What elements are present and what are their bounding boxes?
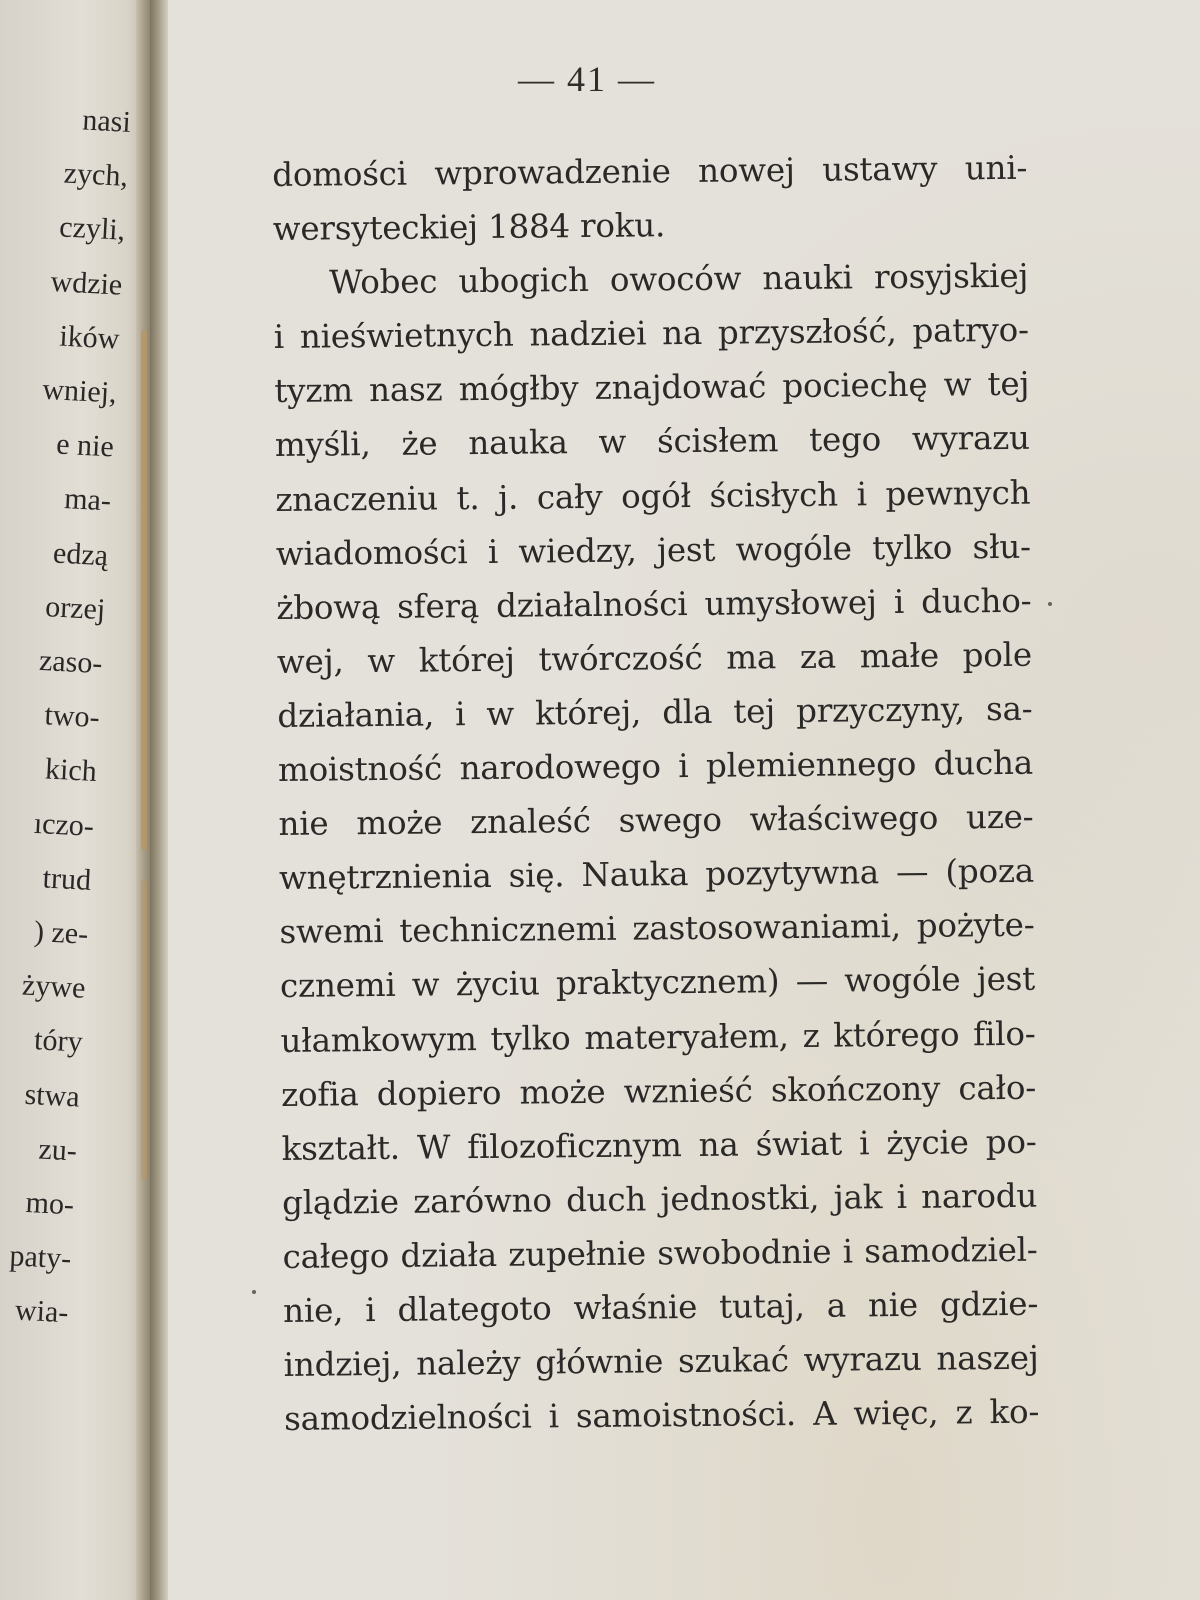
text-line: nie, i dlategoto właśnie tutaj, a nie gdzie-: [282, 1284, 1039, 1330]
left-line: nasi: [81, 103, 132, 139]
left-line: stwa: [23, 1077, 81, 1114]
left-line: zu-: [37, 1132, 78, 1168]
page-number: — 41 —: [518, 59, 656, 99]
left-line: wniej,: [41, 372, 118, 410]
text-line: cznemi w życiu praktycznem) — wogóle jest: [279, 960, 1036, 1006]
left-line: e nie: [55, 427, 115, 464]
text-line: znaczeniu t. j. cały ogół ścisłych i pewnych: [275, 473, 1031, 519]
paper-speck: [252, 1290, 256, 1294]
text-line: wnętrznienia się. Nauka pozytywna — (poza: [278, 851, 1035, 898]
text-line: Wobec ubogich owoców nauki rosyjskiej: [329, 256, 1029, 302]
text-line: domości wprowadzenie nowej ustawy uni-: [272, 148, 1028, 194]
text-line: myśli, że nauka w ścisłem tego wyrazu: [274, 419, 1031, 465]
text-line: tyzm nasz mógłby znajdować pociechę w tej: [274, 365, 1030, 411]
page-stain: [141, 330, 147, 850]
text-line: samodzielności i samoistności. A więc, z ko-: [284, 1392, 1040, 1439]
left-line: tóry: [33, 1023, 84, 1060]
text-line: żbową sferą działalności umysłowej i ducho-: [276, 581, 1032, 627]
left-line: zaso-: [38, 643, 104, 681]
text-line: wersyteckiej 1884 roku.: [272, 206, 666, 249]
text-line: wiadomości i wiedzy, jest wogóle tylko słu-: [275, 527, 1032, 573]
text-line: ułamkowym tylko materyałem, z którego filo-: [280, 1014, 1036, 1060]
left-line: twо-: [43, 698, 101, 735]
text-line: nie może znaleść swego właściwego uze-: [278, 797, 1034, 844]
text-line: całego działa zupełnie swobodnie i samodziel-: [282, 1230, 1038, 1276]
left-line: ) ze-: [33, 915, 89, 951]
left-page: [0, 0, 150, 1600]
left-line: mo-: [24, 1186, 75, 1222]
paper-speck: [1048, 602, 1052, 606]
book-gutter: [150, 0, 168, 1600]
left-line: zych,: [62, 156, 129, 194]
page-stain: [141, 880, 147, 1180]
left-line: edzą: [52, 536, 109, 572]
left-line: trud: [41, 861, 92, 897]
body-text: [272, 141, 1039, 1446]
text-line: swemi technicznemi zastosowaniami, pożyte-: [279, 906, 1035, 952]
text-line: zofia dopiero może wznieść skończony cało-: [280, 1068, 1037, 1114]
text-line: wej, w której twórczość ma za małe pole: [276, 635, 1033, 681]
text-line: działania, i w której, dla tej przyczyny, sa-: [277, 689, 1033, 735]
left-line: żywe: [21, 968, 87, 1006]
left-line: orzej: [44, 590, 106, 627]
text-line: indziej, należy głównie szukać wyrazu naszej: [283, 1338, 1039, 1385]
left-line: ików: [58, 319, 121, 356]
left-page-text: [0, 92, 132, 1341]
left-line: wia-: [14, 1294, 70, 1330]
left-line: kich: [44, 752, 98, 789]
left-line: czyli,: [58, 210, 126, 248]
text-line: kształt. W filozoficznym na świat i życie po-: [281, 1122, 1037, 1168]
left-line: wdzie: [49, 264, 123, 302]
text-line: moistność narodowego i plemiennego ducha: [277, 743, 1034, 790]
left-line: paty-: [8, 1239, 72, 1276]
left-line: ıczo-: [32, 806, 95, 843]
left-line: ma-: [63, 482, 112, 518]
text-line: glądzie zarówno duch jednostki, jak i narodu: [281, 1176, 1038, 1222]
text-line: i nieświetnych nadziei na przyszłość, patryo-: [273, 311, 1029, 357]
